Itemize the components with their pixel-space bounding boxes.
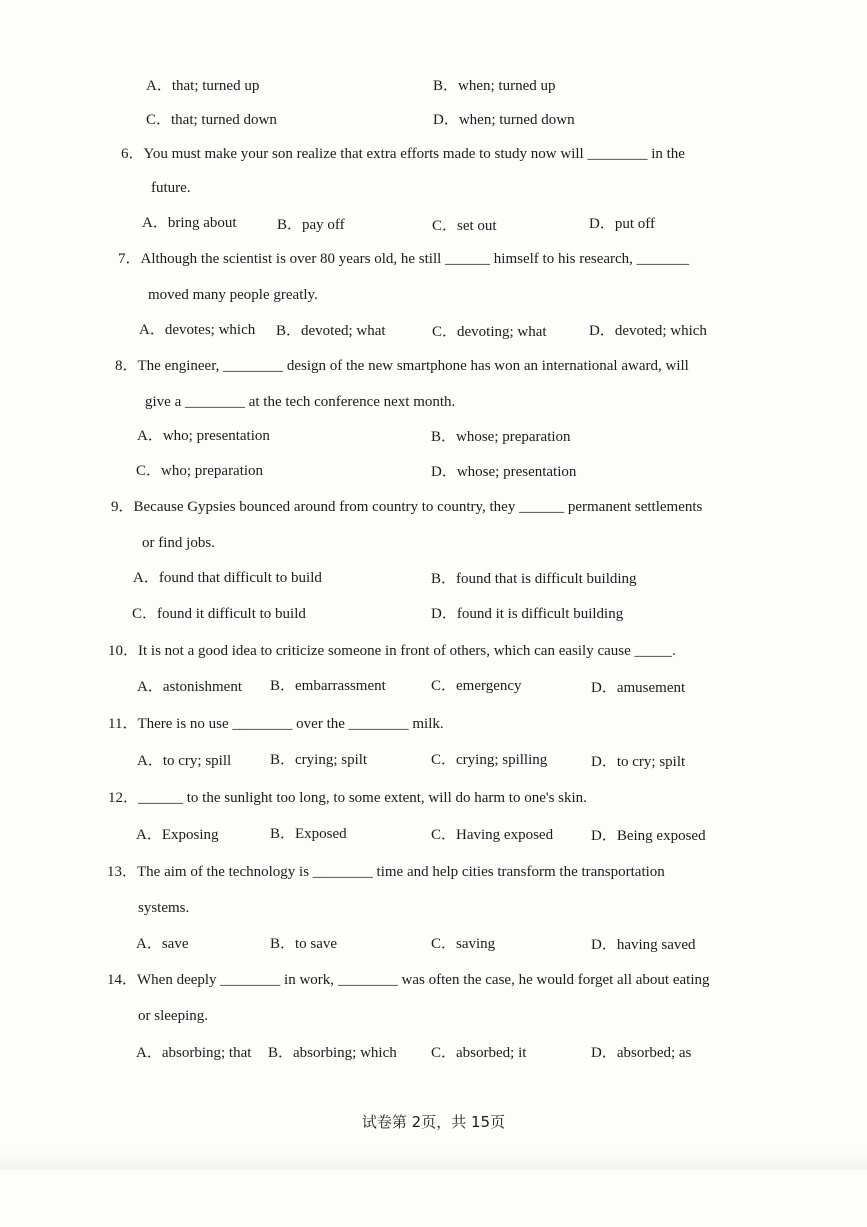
q14-option-c: C．absorbed; it xyxy=(431,1045,527,1061)
q13-stem-line-1: 13．The aim of the technology is ________ time and help cities transform the transportation xyxy=(107,864,665,880)
q8-stem-line-2: give a ________ at the tech conference next month. xyxy=(145,394,456,410)
page-footer xyxy=(0,1111,867,1132)
q11-option-d: D．to cry; spilt xyxy=(591,754,686,770)
q10-option-d: D．amusement xyxy=(591,680,686,696)
q7-option-d: D．devoted; which xyxy=(589,323,707,339)
q6-option-c: C．set out xyxy=(432,218,497,234)
q5-option-a: A．that; turned up xyxy=(146,78,260,94)
q6-stem-line-1: 6．You must make your son realize that extra efforts made to study now will ________ in the xyxy=(121,146,685,162)
q14-option-a: A．absorbing; that xyxy=(136,1045,252,1061)
q11-option-b: B．crying; spilt xyxy=(270,752,368,768)
q8-option-a: A．who; presentation xyxy=(137,428,270,444)
q13-option-c: C．saving xyxy=(431,936,496,952)
q6-stem-line-2: future. xyxy=(151,180,191,196)
q12-option-c: C．Having exposed xyxy=(431,827,554,843)
q12-stem-line-1: 12．______ to the sunlight too long, to some extent, will do harm to one's skin. xyxy=(108,790,587,806)
q9-option-d: D．found it is difficult building xyxy=(431,606,624,622)
q10-option-c: C．emergency xyxy=(431,678,522,694)
q7-option-b: B．devoted; what xyxy=(276,323,386,339)
q7-option-a: A．devotes; which xyxy=(139,322,256,338)
q5-option-b: B．when; turned up xyxy=(433,78,556,94)
q6-option-d: D．put off xyxy=(589,216,655,232)
q12-option-b: B．Exposed xyxy=(270,826,347,842)
q11-option-a: A．to cry; spill xyxy=(137,753,232,769)
q13-option-b: B．to save xyxy=(270,936,338,952)
q5-option-d: D．when; turned down xyxy=(433,112,575,128)
q6-option-a: A．bring about xyxy=(142,215,237,231)
q14-option-b: B．absorbing; which xyxy=(268,1045,397,1061)
q14-stem-line-2: or sleeping. xyxy=(138,1008,208,1024)
q14-option-d: D．absorbed; as xyxy=(591,1045,692,1061)
q14-stem-line-1: 14．When deeply ________ in work, ________ was often the case, he would forget all about eating xyxy=(107,972,710,988)
q12-option-d: D．Being exposed xyxy=(591,828,706,844)
q9-stem-line-2: or find jobs. xyxy=(142,535,215,551)
q9-stem-line-1: 9．Because Gypsies bounced around from country to country, they ______ permanent settlements xyxy=(111,499,703,515)
page-number: 试卷第 2页，共 15页 xyxy=(361,1113,506,1131)
q8-stem-line-1: 8．The engineer, ________ design of the new smartphone has won an international award, will xyxy=(115,358,689,374)
q10-option-b: B．embarrassment xyxy=(270,678,386,694)
q6-option-b: B．pay off xyxy=(277,217,345,233)
q11-stem-line-1: 11．There is no use ________ over the ________ milk. xyxy=(108,716,444,732)
q8-option-c: C．who; preparation xyxy=(136,463,264,479)
q7-option-c: C．devoting; what xyxy=(432,324,547,340)
q9-option-a: A．found that difficult to build xyxy=(133,570,322,586)
q7-stem-line-2: moved many people greatly. xyxy=(148,287,318,303)
q8-option-b: B．whose; preparation xyxy=(431,429,571,445)
q7-stem-line-1: 7．Although the scientist is over 80 years old, he still ______ himself to his research, _______ xyxy=(118,251,690,267)
q10-stem-line-1: 10．It is not a good idea to criticize someone in front of others, which can easily cause _____. xyxy=(108,643,676,659)
q9-option-b: B．found that is difficult building xyxy=(431,571,637,587)
q11-option-c: C．crying; spilling xyxy=(431,752,548,768)
scan-shadow xyxy=(0,1150,867,1170)
q12-option-a: A．Exposing xyxy=(136,827,219,843)
q10-option-a: A．astonishment xyxy=(137,679,242,695)
q8-option-d: D．whose; presentation xyxy=(431,464,577,480)
q13-stem-line-2: systems. xyxy=(138,900,190,916)
q5-option-c: C．that; turned down xyxy=(146,112,277,128)
q9-option-c: C．found it difficult to build xyxy=(132,606,306,622)
q13-option-a: A．save xyxy=(136,936,189,952)
q13-option-d: D．having saved xyxy=(591,937,696,953)
